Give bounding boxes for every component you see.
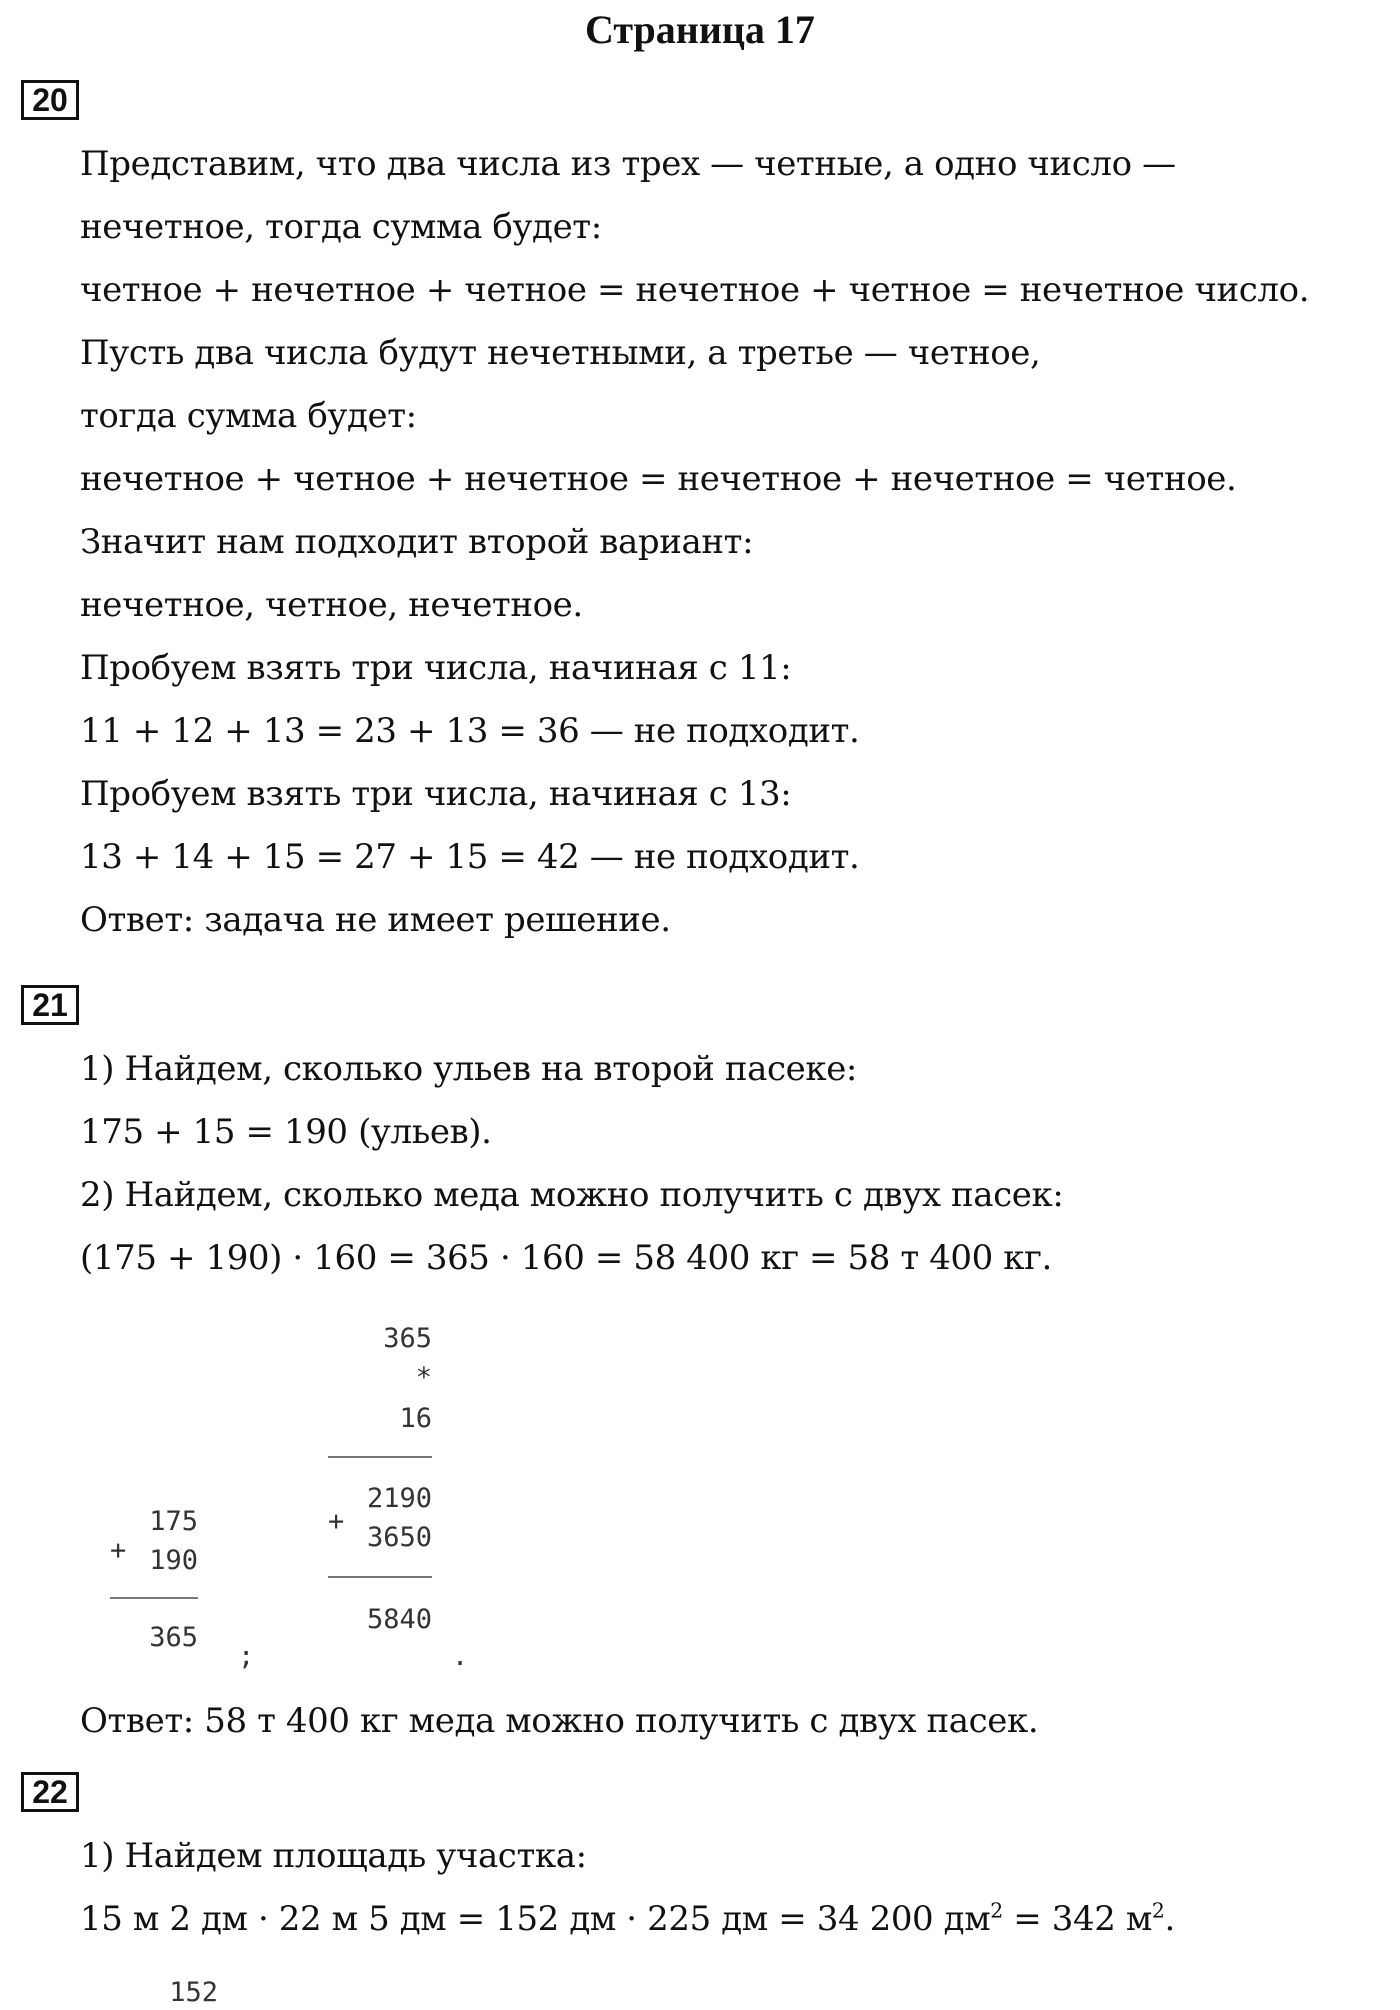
task20-answer: Ответ: задача не имеет решение. <box>80 900 671 940</box>
multiplication-partial-2: 3650 <box>366 1522 432 1553</box>
task-number-21: 21 <box>21 985 79 1025</box>
multiplication-operator: * <box>415 1362 432 1393</box>
multiplication-partial-1: 2190 <box>366 1483 432 1514</box>
task20-line: четное + нечетное + четное = нечетное + четное = нечетное число. <box>80 270 1310 310</box>
task-number-20: 20 <box>21 80 79 120</box>
task21-line: 175 + 15 = 190 (ульев). <box>80 1112 492 1152</box>
task21-line: 2) Найдем, сколько меда можно получить с двух пасек: <box>80 1175 1064 1215</box>
area-exponent-dm: 2 <box>990 1898 1003 1923</box>
addition-rule <box>110 1597 198 1599</box>
task20-line: нечетное, четное, нечетное. <box>80 585 583 625</box>
multiplication-operand-1: 365 <box>383 1323 432 1354</box>
task21-line: 1) Найдем, сколько ульев на второй пасеке: <box>80 1049 857 1089</box>
multiplication-operand-2: 16 <box>399 1403 432 1434</box>
area-end-mark: . <box>1164 1899 1175 1939</box>
partial-calculation-number: 152 <box>169 1977 218 2008</box>
addition-operand-2: 190 <box>149 1545 198 1576</box>
task20-line: 13 + 14 + 15 = 27 + 15 = 42 — не подходит. <box>80 837 860 877</box>
multiplication-end-mark: . <box>452 1641 469 1672</box>
area-expression: 15 м 2 дм · 22 м 5 дм = 152 дм · 225 дм = 34 200 дм <box>80 1899 991 1939</box>
page-title: Страница 17 <box>585 7 815 52</box>
multiplication-rule-2 <box>328 1576 432 1578</box>
task20-line: нечетное + четное + нечетное = нечетное + нечетное = четное. <box>80 459 1237 499</box>
addition-result: 365 <box>149 1622 198 1653</box>
task22-area-line <box>80 1897 1175 1941</box>
task20-line: Пробуем взять три числа, начиная с 11: <box>80 648 792 688</box>
multiplication-result: 5840 <box>366 1604 432 1635</box>
task21-answer: Ответ: 58 т 400 кг меда можно получить с двух пасек. <box>80 1701 1039 1741</box>
task20-line: Пробуем взять три числа, начиная с 13: <box>80 774 792 814</box>
task20-line: тогда сумма будет: <box>80 396 417 436</box>
addition-operand-1: 175 <box>149 1506 198 1537</box>
addition-separator: ; <box>238 1641 255 1672</box>
task20-line: Пусть два числа будут нечетными, а третье — четное, <box>80 333 1041 373</box>
task20-line: 11 + 12 + 13 = 23 + 13 = 36 — не подходит. <box>80 711 860 751</box>
area-exponent-m: 2 <box>1151 1898 1165 1923</box>
multiplication-rule-1 <box>328 1456 432 1458</box>
task21-line: (175 + 190) · 160 = 365 · 160 = 58 400 кг = 58 т 400 кг. <box>80 1238 1052 1278</box>
task20-line: Значит нам подходит второй вариант: <box>80 522 754 562</box>
task-number-22: 22 <box>21 1772 79 1812</box>
task20-line: Представим, что два числа из трех — четные, а одно число — <box>80 144 1176 184</box>
task20-line: нечетное, тогда сумма будет: <box>80 207 602 247</box>
area-conversion: = 342 м <box>1002 1899 1152 1939</box>
task22-line: 1) Найдем площадь участка: <box>80 1836 587 1876</box>
multiplication-partial-sign: + <box>328 1506 345 1537</box>
addition-sign: + <box>110 1535 127 1566</box>
